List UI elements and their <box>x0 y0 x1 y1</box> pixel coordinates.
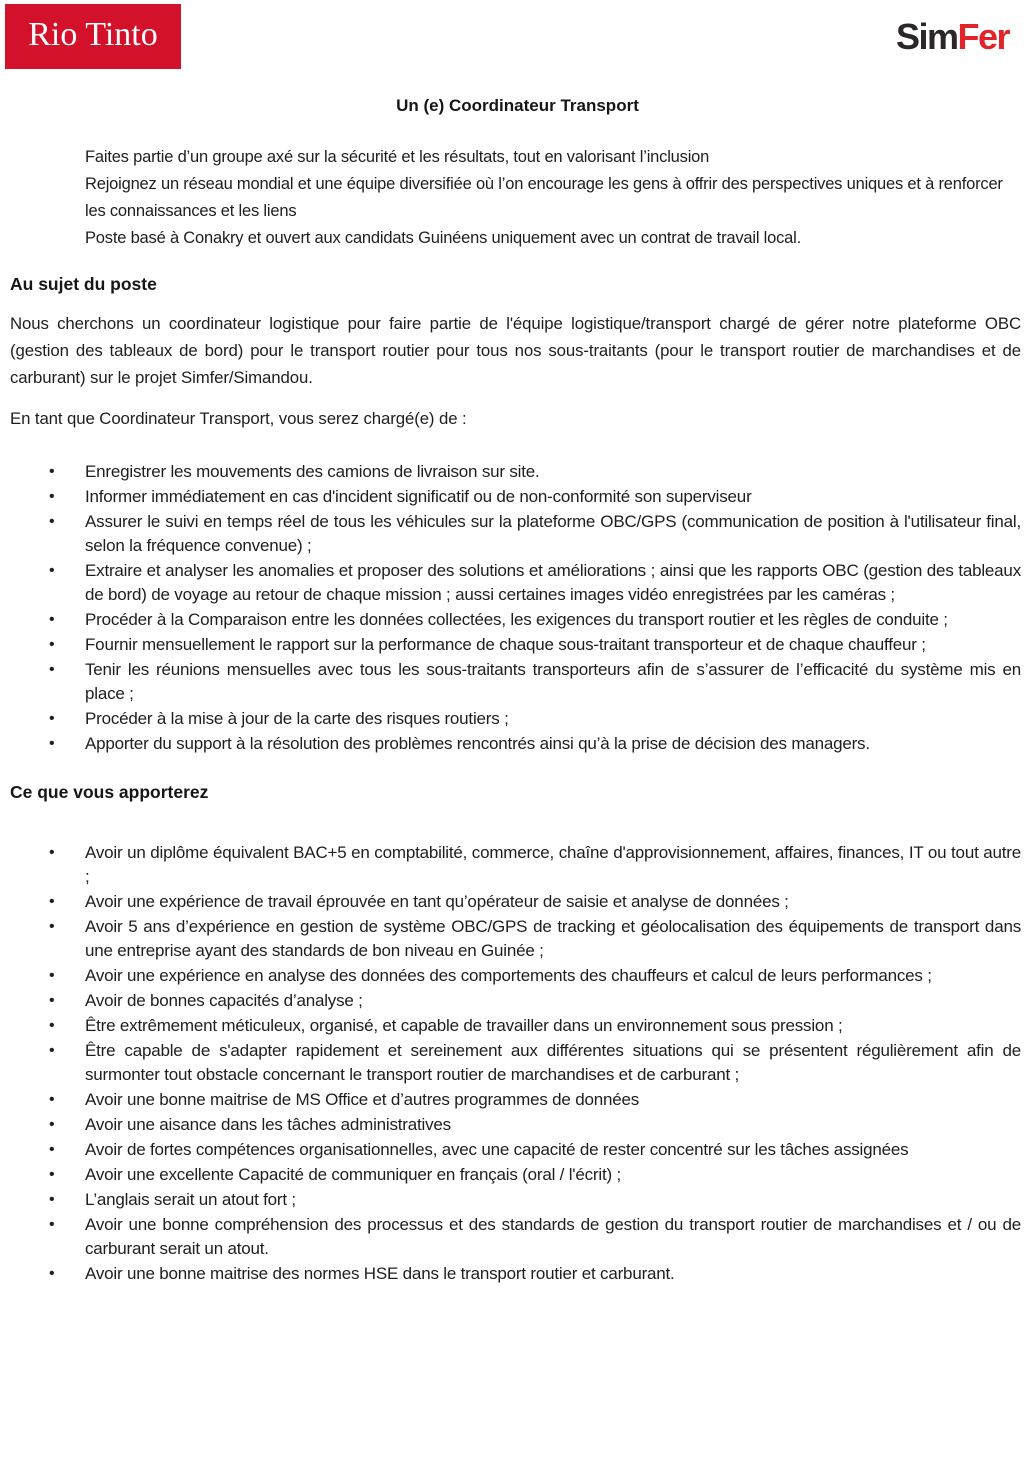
requirement-item: • Avoir une bonne compréhension des processus et des standards de gestion du transport routier de marchandises et / ou de carburant serait un atout. <box>0 1213 1021 1261</box>
section-what-you-bring <box>0 782 1035 1286</box>
responsibility-item: • Assurer le suivi en temps réel de tous les véhicules sur la plateforme OBC/GPS (communication de position à l'utilisateur final, selon la fréquence convenue) ; <box>0 510 1021 558</box>
responsibility-item: • Fournir mensuellement le rapport sur la performance de chaque sous-traitant transporteur et de chaque chauffeur ; <box>0 633 1021 657</box>
responsibility-item: • Procéder à la Comparaison entre les données collectées, les exigences du transport routier et les règles de conduite ; <box>0 608 1021 632</box>
document-header <box>0 0 1035 72</box>
requirement-item: • Avoir une bonne maitrise de MS Office et d’autres programmes de données <box>0 1088 1021 1112</box>
section-heading-requirements: Ce que vous apporterez <box>10 782 209 802</box>
about-paragraph: Nous cherchons un coordinateur logistique pour faire partie de l'équipe logistique/transport chargé de gérer notre plateforme OBC (gestion des tableaux de bord) pour le transport routier pour tous nos sous-traitants (pour le transport routier de marchandises et de carburant) sur le projet Simfer/Simandou. <box>10 314 1021 387</box>
responsibility-item: • Informer immédiatement en cas d'incident significatif ou de non-conformité son superviseur <box>0 485 1021 509</box>
requirement-item: • Avoir une expérience de travail éprouvée en tant qu’opérateur de saisie et analyse de données ; <box>0 890 1021 914</box>
simfer-logo <box>896 16 1009 58</box>
requirement-item: • Avoir de bonnes capacités d’analyse ; <box>0 989 1021 1013</box>
requirement-item: • Avoir 5 ans d’expérience en gestion de système OBC/GPS de tracking et géolocalisation des équipements de transport dans une entreprise ayant des standards de bon niveau en Guinée ; <box>0 915 1021 963</box>
page-title: Un (e) Coordinateur Transport <box>396 96 639 115</box>
requirement-item: • Avoir de fortes compétences organisationnelles, avec une capacité de rester concentré sur les tâches assignées <box>0 1138 1021 1162</box>
requirement-item: • Avoir une expérience en analyse des données des comportements des chauffeurs et calcul de leurs performances ; <box>0 964 1021 988</box>
intro-line: Faites partie d’un groupe axé sur la sécurité et les résultats, tout en valorisant l’inclusion <box>85 148 710 166</box>
responsibility-item: • Extraire et analyser les anomalies et proposer des solutions et améliorations ; ainsi que les rapports OBC (gestion des tableaux de bord) de voyage au retour de chaque mission ; aussi certaines images vidéo enregistrées par les caméras ; <box>0 559 1021 607</box>
requirement-item: • Être capable de s'adapter rapidement et sereinement aux différentes situations qui se présentent régulièrement afin de surmonter tout obstacle concernant le transport routier de marchandises et de carburant ; <box>0 1039 1021 1087</box>
rio-tinto-logo-text: Rio Tinto <box>28 16 158 53</box>
intro-block <box>85 144 1007 252</box>
rio-tinto-logo <box>5 4 181 69</box>
responsibilities-list <box>0 460 1035 756</box>
requirement-item: • Avoir une aisance dans les tâches administratives <box>0 1113 1021 1137</box>
responsibility-item: • Enregistrer les mouvements des camions de livraison sur site. <box>0 460 1021 484</box>
simfer-logo-text-dark: Sim <box>895 16 958 57</box>
intro-line: Poste basé à Conakry et ouvert aux candidats Guinéens uniquement avec un contrat de travail local. <box>85 229 802 247</box>
requirement-item: • Être extrêmement méticuleux, organisé, et capable de travailler dans un environnement sous pression ; <box>0 1014 1021 1038</box>
responsibility-item: • Procéder à la mise à jour de la carte des risques routiers ; <box>0 707 1021 731</box>
section-heading-about: Au sujet du poste <box>10 274 157 294</box>
intro-line: Rejoignez un réseau mondial et une équipe diversifiée où l’on encourage les gens à offrir des perspectives uniques et à renforcer les connaissances et les liens <box>85 175 1003 220</box>
requirement-item: • Avoir une excellente Capacité de communiquer en français (oral / l'écrit) ; <box>0 1163 1021 1187</box>
responsibility-item: • Tenir les réunions mensuelles avec tous les sous-traitants transporteurs afin de s’assurer de l’efficacité du système mis en place ; <box>0 658 1021 706</box>
simfer-logo-text-red: Fer <box>957 16 1009 57</box>
requirement-item: • Avoir un diplôme équivalent BAC+5 en comptabilité, commerce, chaîne d'approvisionnement, affaires, finances, IT ou tout autre ; <box>0 841 1021 889</box>
requirement-item: • L’anglais serait un atout fort ; <box>0 1188 1021 1212</box>
section-about-the-role <box>0 274 1035 756</box>
requirements-list <box>0 841 1035 1286</box>
responsibility-item: • Apporter du support à la résolution des problèmes rencontrés ainsi qu’à la prise de décision des managers. <box>0 732 1021 756</box>
responsibilities-lead-in: En tant que Coordinateur Transport, vous serez chargé(e) de : <box>10 409 467 428</box>
requirement-item: • Avoir une bonne maitrise des normes HSE dans le transport routier et carburant. <box>0 1262 1021 1286</box>
